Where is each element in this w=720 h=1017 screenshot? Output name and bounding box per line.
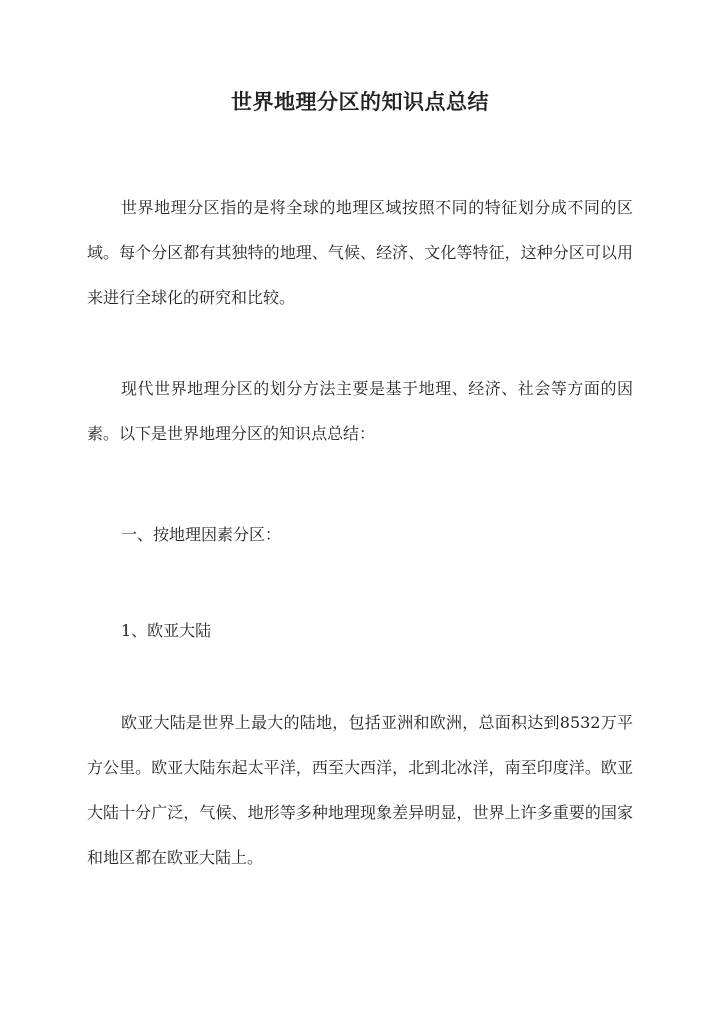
document-title: 世界地理分区的知识点总结 <box>231 89 489 114</box>
section-heading: 一、按地理因素分区： <box>121 525 282 544</box>
subsection-heading: 1、欧亚大陆 <box>121 621 212 640</box>
eurasia-paragraph: 欧亚大陆是世界上最大的陆地，包括亚洲和欧洲，总面积达到8532万平方公里。欧亚大陆东起太平洋，西至大西洋，北到北冰洋，南至印度洋。欧亚大陆十分广泛，气候、地形等多种地理现象差异明显，世界上许多重要的国家和地区都在欧亚大陆上。 <box>87 713 633 867</box>
method-paragraph: 现代世界地理分区的划分方法主要是基于地理、经济、社会等方面的因素。以下是世界地理分区的知识点总结： <box>87 379 633 443</box>
intro-paragraph: 世界地理分区指的是将全球的地理区域按照不同的特征划分成不同的区域。每个分区都有其独特的地理、气候、经济、文化等特征，这种分区可以用来进行全球化的研究和比较。 <box>87 198 633 307</box>
